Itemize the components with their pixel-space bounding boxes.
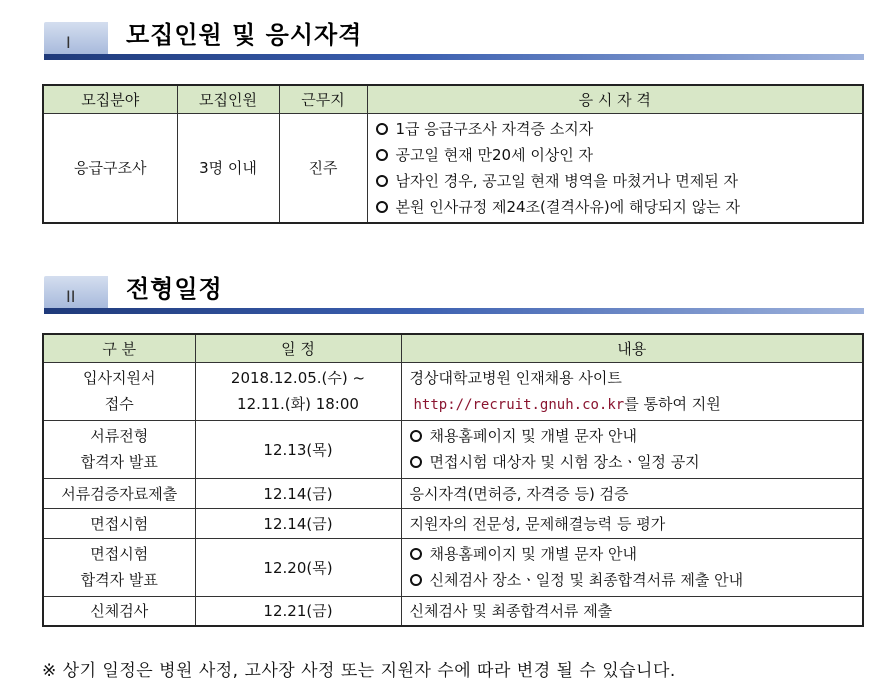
table-header-row <box>43 85 863 113</box>
header-count: 모집인원 <box>177 85 279 113</box>
table-row <box>43 362 863 420</box>
list-item: 채용홈페이지 및 개별 문자 안내 <box>410 423 863 449</box>
table-row <box>43 596 863 626</box>
list-item: 남자인 경우, 공고일 현재 병역을 마쳤거나 면제된 자 <box>376 168 863 194</box>
date-cell: 12.13(목) <box>195 420 401 478</box>
qualifications-cell <box>367 113 863 223</box>
date-cell: 12.20(목) <box>195 538 401 596</box>
table-row <box>43 538 863 596</box>
table-row <box>43 508 863 538</box>
category-cell: 서류전형 합격자 발표 <box>43 420 195 478</box>
schedule-note: ※ 상기 일정은 병원 사정, 고사장 사정 또는 지원자 수에 따라 변경 될 수 있습니다. <box>42 661 676 681</box>
section-underline <box>44 54 864 60</box>
circle-bullet-icon <box>376 201 388 213</box>
content-cell: 응시자격(면허증, 자격증 등) 검증 <box>401 478 863 508</box>
header-location: 근무지 <box>279 85 367 113</box>
section-heading-1 <box>44 22 864 60</box>
list-item: 채용홈페이지 및 개별 문자 안내 <box>410 541 863 567</box>
category-cell: 면접시험 합격자 발표 <box>43 538 195 596</box>
date-cell: 12.21(금) <box>195 596 401 626</box>
header-content: 내용 <box>401 334 863 362</box>
list-item: 면접시험 대상자 및 시험 장소ㆍ일정 공지 <box>410 449 863 475</box>
schedule-table <box>42 333 864 627</box>
content-cell: 신체검사 및 최종합격서류 제출 <box>401 596 863 626</box>
section-number: II <box>66 287 76 306</box>
table-row <box>43 113 863 223</box>
recruitment-table <box>42 84 864 224</box>
circle-bullet-icon <box>410 548 422 560</box>
list-item: 공고일 현재 만20세 이상인 자 <box>376 142 863 168</box>
header-date: 일 정 <box>195 334 401 362</box>
content-cell <box>401 538 863 596</box>
section-heading-2 <box>44 276 864 314</box>
section-underline <box>44 308 864 314</box>
circle-bullet-icon <box>410 574 422 586</box>
section-tab <box>44 22 108 54</box>
category-cell: 신체검사 <box>43 596 195 626</box>
list-item: 신체검사 장소ㆍ일정 및 최종합격서류 제출 안내 <box>410 567 863 593</box>
section-number: I <box>66 33 71 52</box>
content-cell: 지원자의 전문성, 문제해결능력 등 평가 <box>401 508 863 538</box>
table-row <box>43 420 863 478</box>
header-qualifications: 응 시 자 격 <box>367 85 863 113</box>
circle-bullet-icon <box>376 175 388 187</box>
section-tab <box>44 276 108 308</box>
header-category: 구 분 <box>43 334 195 362</box>
count-cell: 3명 이내 <box>177 113 279 223</box>
section-title: 전형일정 <box>126 275 223 303</box>
circle-bullet-icon <box>410 430 422 442</box>
list-item: 본원 인사규정 제24조(결격사유)에 해당되지 않는 자 <box>376 194 863 220</box>
content-cell <box>401 420 863 478</box>
recruit-site-link[interactable]: http://recruit.gnuh.co.kr <box>413 396 625 413</box>
circle-bullet-icon <box>376 123 388 135</box>
section-title: 모집인원 및 응시자격 <box>126 21 363 49</box>
table-row <box>43 478 863 508</box>
location-cell: 진주 <box>279 113 367 223</box>
category-cell: 면접시험 <box>43 508 195 538</box>
list-item: 1급 응급구조사 자격증 소지자 <box>376 116 863 142</box>
table-header-row <box>43 334 863 362</box>
date-cell: 12.14(금) <box>195 508 401 538</box>
date-cell: 2018.12.05.(수) ~ 12.11.(화) 18:00 <box>195 362 401 420</box>
date-cell: 12.14(금) <box>195 478 401 508</box>
field-cell: 응급구조사 <box>43 113 177 223</box>
circle-bullet-icon <box>410 456 422 468</box>
header-field: 모집분야 <box>43 85 177 113</box>
category-cell: 서류검증자료제출 <box>43 478 195 508</box>
content-cell: 경상대학교병원 인재채용 사이트 http://recruit.gnuh.co.kr를 통하여 지원 <box>401 362 863 420</box>
circle-bullet-icon <box>376 149 388 161</box>
category-cell: 입사지원서 접수 <box>43 362 195 420</box>
